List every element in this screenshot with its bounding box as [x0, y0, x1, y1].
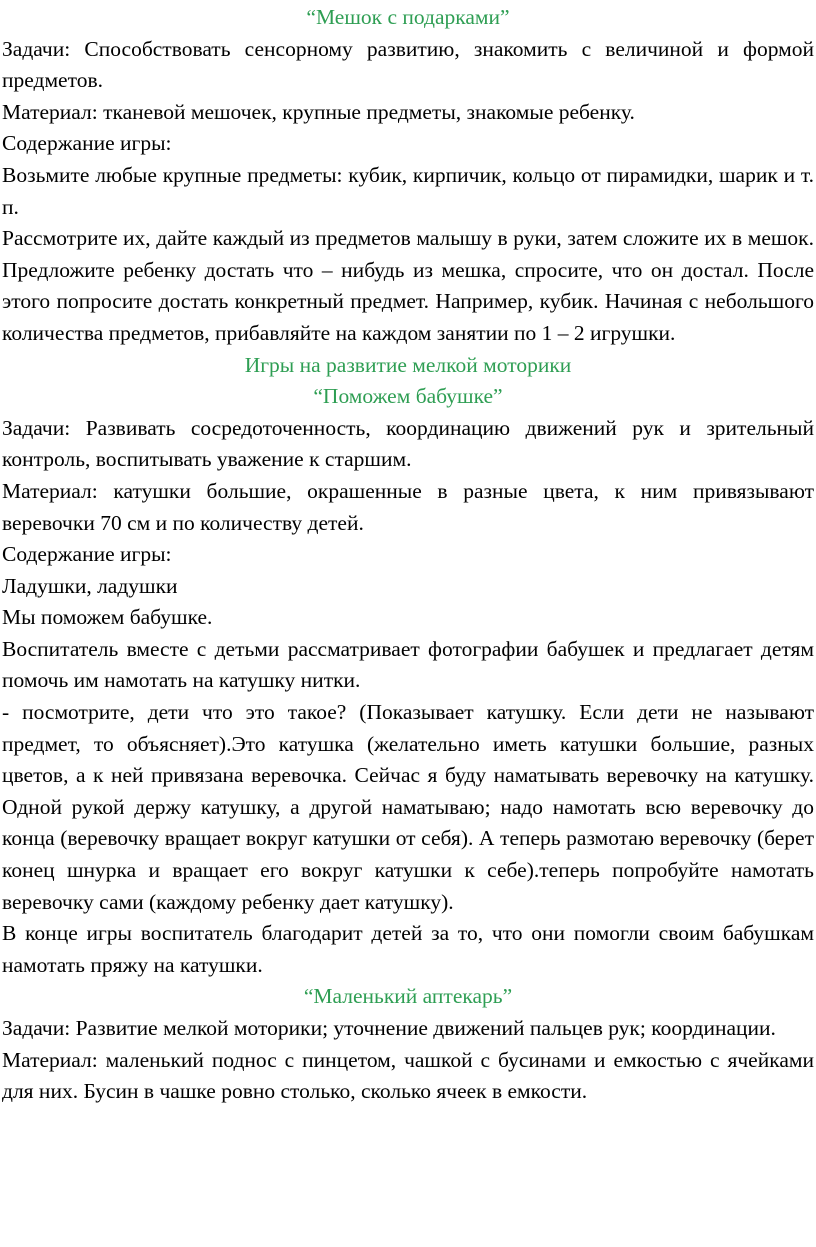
material-paragraph: Материал: тканевой мешочек, крупные предметы, знакомые ребенку.: [2, 99, 635, 124]
verse-line: Ладушки, ладушки: [2, 573, 178, 598]
game-title-gift-bag: “Мешок с подарками”: [306, 5, 510, 29]
tasks-paragraph: Задачи: Развитие мелкой моторики; уточнение движений пальцев рук; координации.: [2, 1016, 776, 1040]
content-paragraph: Возьмите любые крупные предметы: кубик, кирпичик, кольцо от пирамидки, шарик и т. п.: [2, 162, 814, 219]
content-label: Содержание игры:: [2, 542, 172, 567]
verse-line: Мы поможем бабушке.: [2, 605, 213, 630]
content-paragraph: Воспитатель вместе с детьми рассматривает фотографии бабушек и предлагает детям помочь им намотать на катушку нитки.: [2, 636, 814, 693]
content-paragraph: В конце игры воспитатель благодарит детей за то, что они помогли своим бабушкам намотать пряжу на катушки.: [2, 921, 814, 977]
section-heading-fine-motor: Игры на развитие мелкой моторики: [244, 352, 572, 377]
tasks-paragraph: Задачи: Развивать сосредоточенность, координацию движений рук и зрительный контроль, воспитывать уважение к старшим.: [2, 415, 814, 472]
material-paragraph: Материал: маленький поднос с пинцетом, чашкой с бусинами и емкостью с ячейками для них. Бусин в чашке ровно столько, сколько ячеек в емкости.: [2, 1047, 814, 1104]
game-title-help-grandma: “Поможем бабушке”: [313, 384, 503, 409]
content-paragraph: - посмотрите, дети что это такое? (Показывает катушку. Если дети не называют предмет, то объясняет).Это катушка (желательно иметь катушки большие, разных цветов, а к ней привязана веревочка. Сейчас я буду наматывать веревочку на катушку. Одной рукой держу катушку, а другой наматываю; надо намотать всю веревочку до конца (веревочку вращает вокруг катушки от себя). А теперь размотаю веревочку (берет конец шнурка и вращает его вокруг катушки к себе).теперь попробуйте намотать веревочку сами (каждому ребенку дает катушку).: [2, 700, 814, 914]
content-label: Содержание игры:: [2, 131, 172, 156]
game-title-little-pharmacist: “Маленький аптекарь”: [303, 984, 513, 1009]
content-paragraph: Рассмотрите их, дайте каждый из предметов малышу в руки, затем сложите их в мешок. Предложите ребенку достать что – нибудь из мешка, спросите, что он достал. После этого попросите достать конкретный предмет. Например, кубик. Начиная с небольшого количества предметов, прибавляйте на каждом занятии по 1 – 2 игрушки.: [2, 226, 814, 345]
tasks-paragraph: Задачи: Способствовать сенсорному развитию, знакомить с величиной и формой предметов.: [2, 36, 814, 93]
material-paragraph: Материал: катушки большие, окрашенные в разные цвета, к ним привязывают веревочки 70 см и по количеству детей.: [2, 478, 814, 535]
